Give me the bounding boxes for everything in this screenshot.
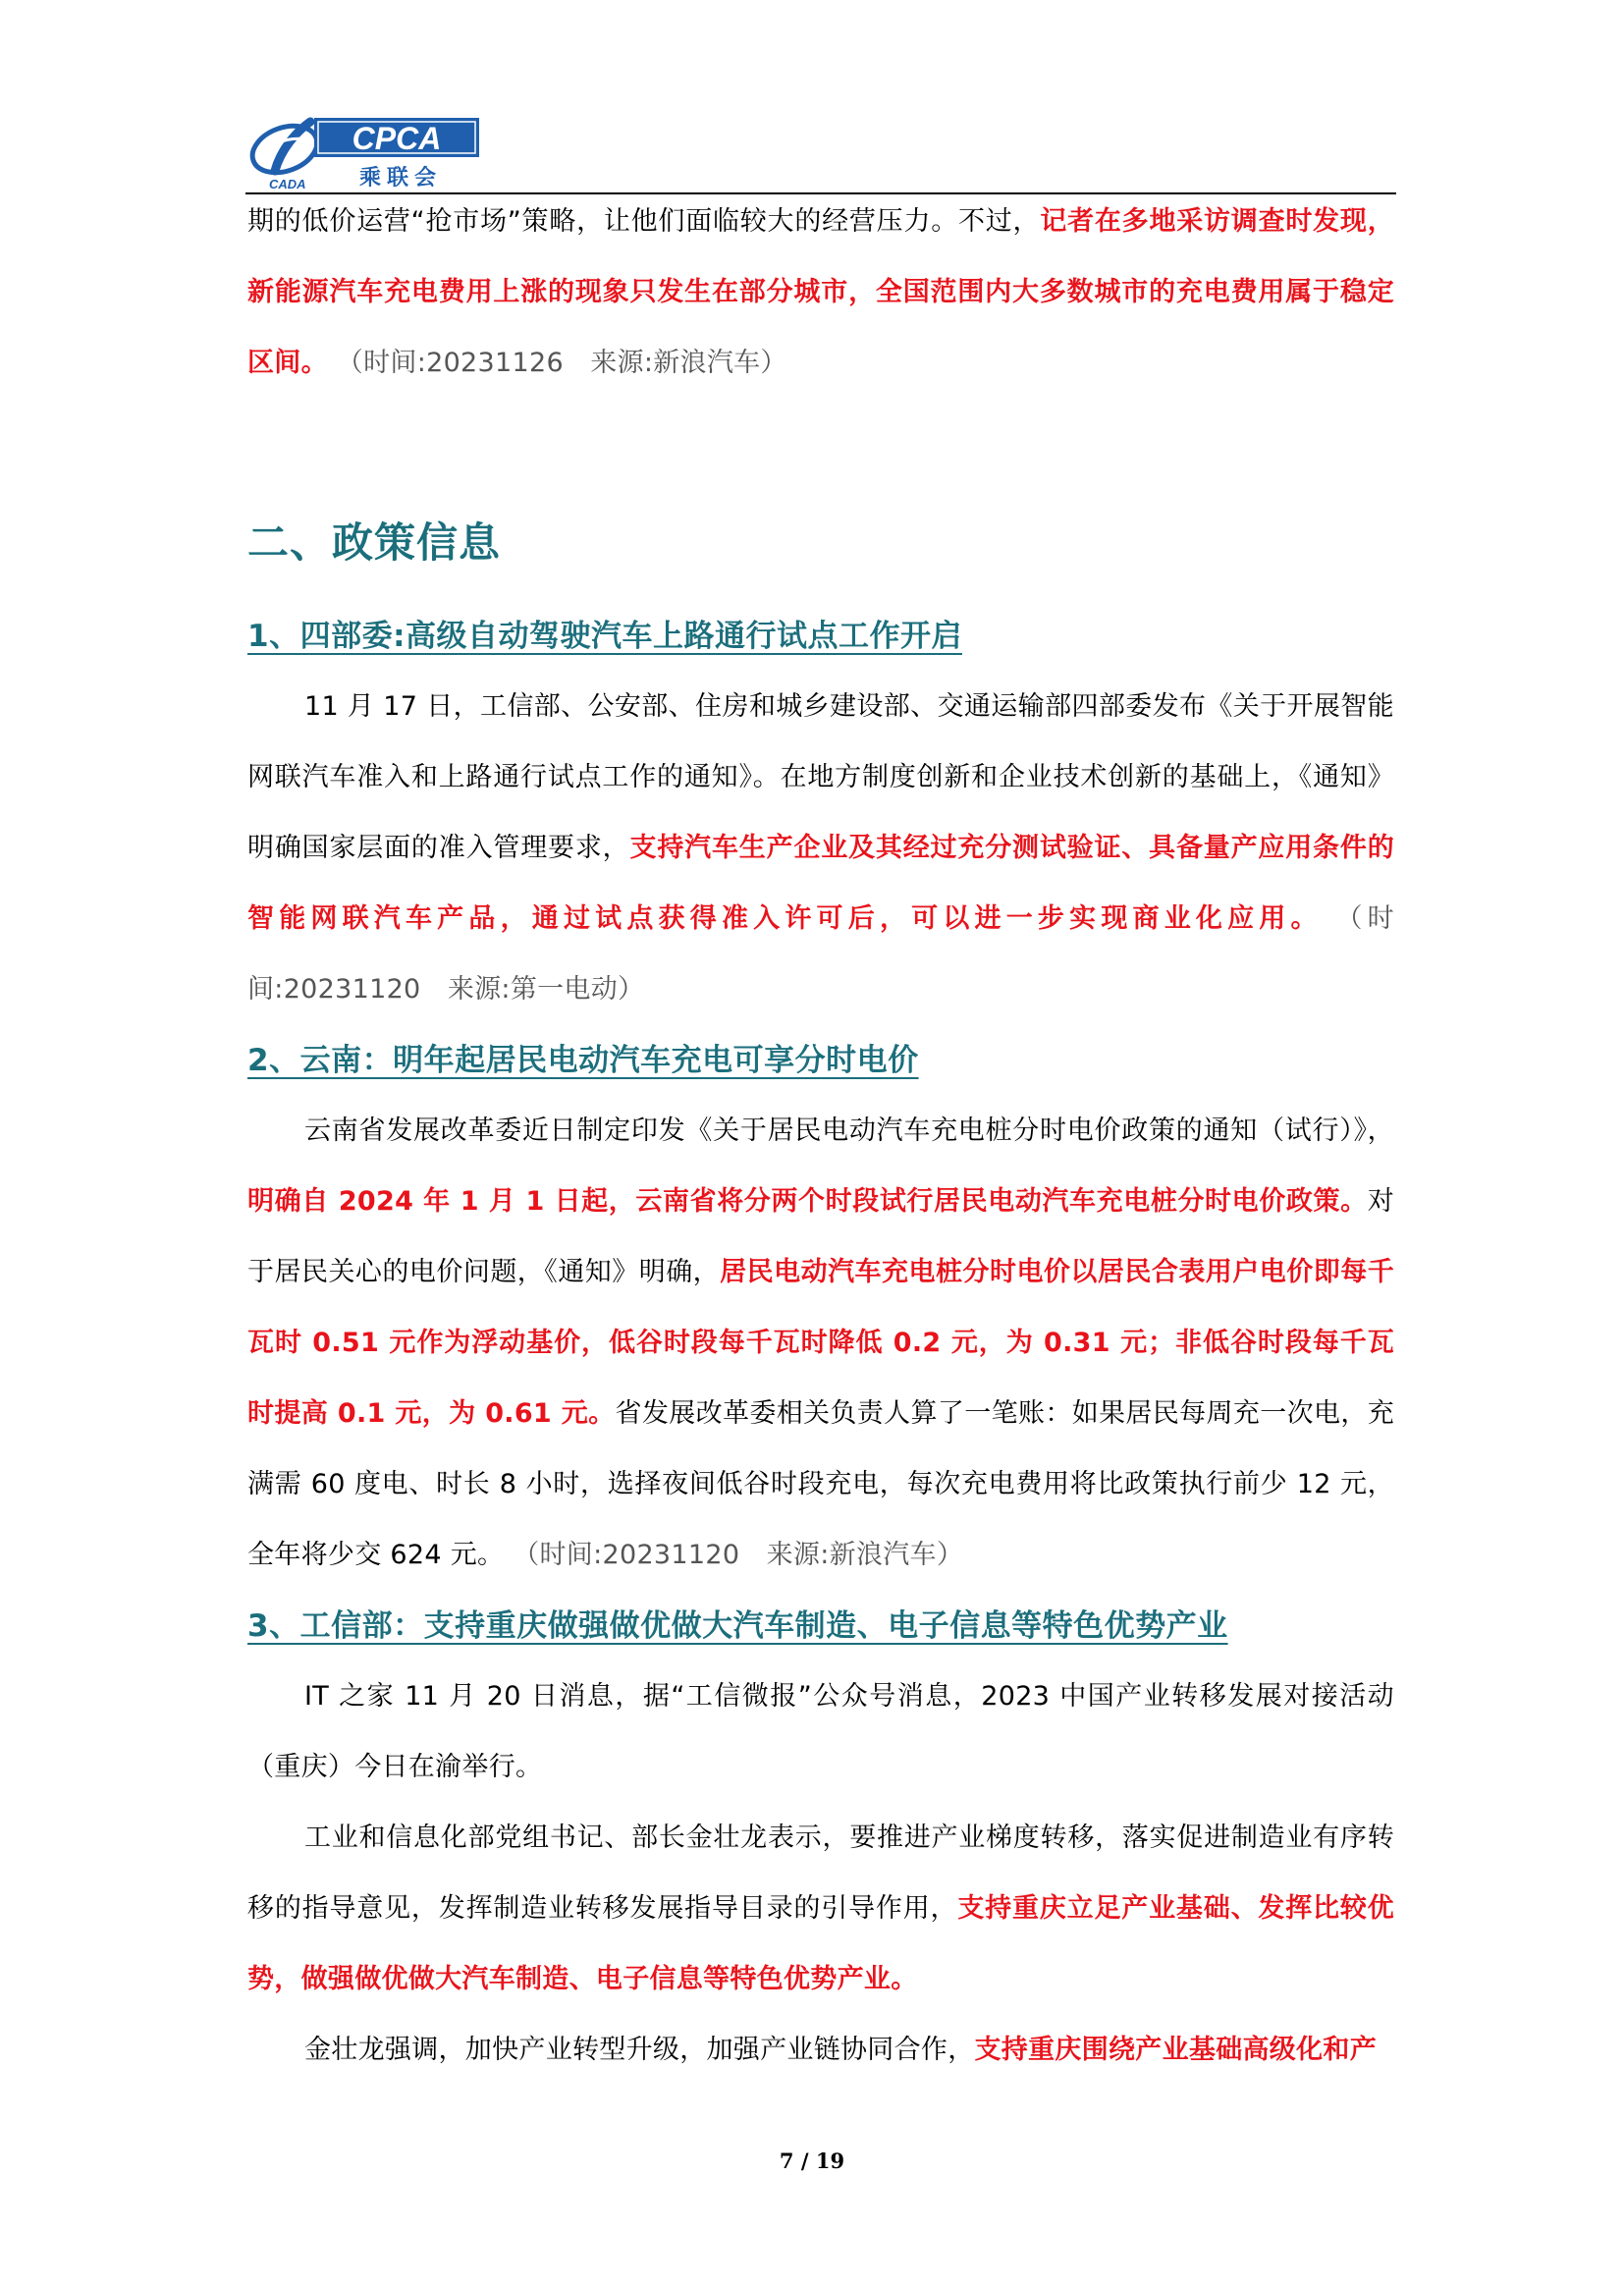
svg-text:CPCA: CPCA <box>352 121 442 156</box>
policy-item-3 <box>247 1591 1394 2086</box>
policy-item-2 <box>247 1025 1394 1591</box>
page-number: 7 / 19 <box>779 2149 845 2173</box>
section-title: 二、政策信息 <box>247 518 502 567</box>
item-body: 11 月 17 日，工信部、公安部、住房和城乡建设部、交通运输部四部委发布《关于开展智能网联汽车准入和上路通行试点工作的通知》。在地方制度创新和企业技术创新的基础上，《通知》明确国家层面的准入管理要求，支持汽车生产企业及其经过充分测试验证、具备量产应用条件的智能网联汽车产品，通过试点获得准入许可后，可以进一步实现商业化应用。 （时间:20231120 来源:第一电动） <box>247 691 1395 1005</box>
cpca-logo <box>245 110 481 193</box>
item-title[interactable]: 1、四部委:高级自动驾驶汽车上路通行试点工作开启 <box>247 619 962 654</box>
svg-text:CADA: CADA <box>269 177 306 191</box>
item-title[interactable]: 2、云南：明年起居民电动汽车充电可享分时电价 <box>247 1043 919 1078</box>
item-title[interactable]: 3、工信部：支持重庆做强做优做大汽车制造、电子信息等特色优势产业 <box>247 1608 1228 1644</box>
intro-paragraph: 期的低价运营“抢市场”策略，让他们面临较大的经营压力。不过，记者在多地采访调查时发现，新能源汽车充电费用上涨的现象只发生在部分城市，全国范围内大多数城市的充电费用属于稳定区间。 （时间:20231126 来源:新浪汽车） <box>247 206 1394 378</box>
svg-text:乘联会: 乘联会 <box>358 166 443 190</box>
policy-list <box>247 601 1394 2086</box>
policy-item-1 <box>247 601 1394 1025</box>
item-body: 云南省发展改革委近日制定印发《关于居民电动汽车充电桩分时电价政策的通知（试行）》，明确自 2024 年 1 月 1 日起，云南省将分两个时段试行居民电动汽车充电桩分时电价政策。对于居民关心的电价问题，《通知》明确，居民电动汽车充电桩分时电价以居民合表用户电价即每千瓦时 0.51 元作为浮动基价，低谷时段每千瓦时降低 0.2 元，为 0.31 元；非低谷时段每千瓦时提高 0.1 元，为 0.61 元。省发展改革委相关负责人算了一笔账：如果居民每周充一次电，充满需 60 度电、时长 8 小时，选择夜间低谷时段充电，每次充电费用将比政策执行前少 12 元，全年将少交 624 元。 （时间:20231120 来源:新浪汽车） <box>247 1115 1394 1570</box>
item-body: IT 之家 11 月 20 日消息，据“工信微报”公众号消息，2023 中国产业转移发展对接活动（重庆）今日在渝举行。 <box>247 1681 1394 1782</box>
intro-block <box>247 187 1394 399</box>
page-header <box>245 110 1394 193</box>
item-body: 工业和信息化部党组书记、部长金壮龙表示，要推进产业梯度转移，落实促进制造业有序转移的指导意见，发挥制造业转移发展指导目录的引导作用，支持重庆立足产业基础、发挥比较优势，做强做优做大汽车制造、电子信息等特色优势产业。 <box>247 1823 1394 1994</box>
item-body: 金壮龙强调，加快产业转型升级，加强产业链协同合作，支持重庆围绕产业基础高级化和产 <box>304 2035 1377 2065</box>
